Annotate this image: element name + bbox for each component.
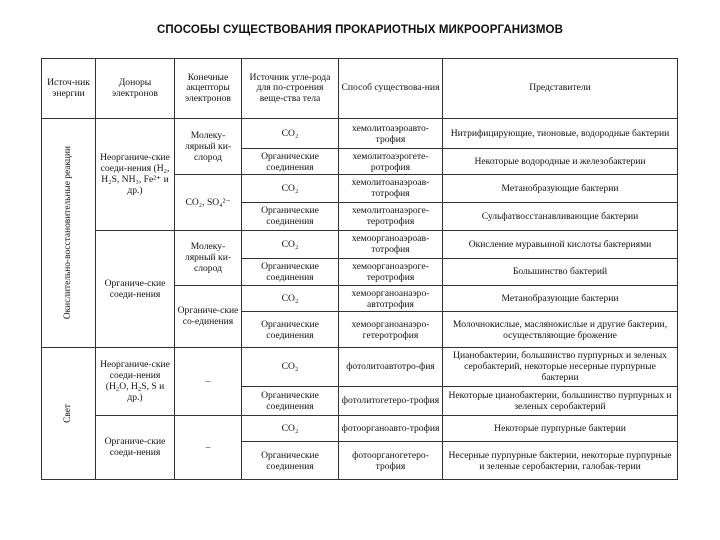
table-row: [42, 230, 678, 258]
mode-cell: фотоорганоавто-трофия: [339, 415, 443, 442]
reps-cell: Метанобразующие бактерии: [443, 174, 678, 202]
mode-cell: хемолитоаэроавто-трофия: [339, 119, 443, 149]
acceptor-none: –: [175, 415, 242, 480]
reps-cell: Некоторые цианобактерии, большинство пурпурных и зеленых серобактерий: [443, 386, 678, 415]
reps-cell: Молочнокислые, маслянокислые и другие бактерии, осуществляющие брожение: [443, 312, 678, 347]
mode-cell: хемоорганоанаэро-автотрофия: [339, 285, 443, 312]
header-carbon-source: Источник угле-рода для по-строения веще-ства тела: [242, 59, 339, 119]
donor-organic-redox: Органиче-ские соеди-нения: [96, 230, 175, 347]
energy-redox-cell: [42, 119, 96, 348]
mode-cell: хемоорганоаэроге-теротрофия: [339, 258, 443, 285]
donor-inorganic-light: Неорганиче-ские соеди-нения (H₂O, H₂S, S и др.): [96, 347, 175, 415]
energy-light-cell: [42, 347, 96, 479]
carbon-cell: Органические соединения: [242, 149, 339, 175]
acceptor-co2-so4: CO₂, SO₄²⁻: [175, 174, 242, 230]
acceptor-oxygen: Молеку-лярный ки-слород: [175, 119, 242, 175]
mode-cell: хемоорганоаэроав-тотрофия: [339, 230, 443, 258]
table-header-row: [42, 59, 678, 119]
acceptor-none: –: [175, 347, 242, 415]
reps-cell: Несерные пурпурные бактерии, некоторые пурпурные и зеленые серобактерии, галобак-терии: [443, 442, 678, 480]
reps-cell: Нитрифицирующие, тионовые, водородные бактерии: [443, 119, 678, 149]
energy-redox-label: Окислительно-восстановительные реакции: [63, 146, 73, 320]
table-row: [42, 119, 678, 149]
donor-inorganic-redox: Неорганиче-ские соеди-нения (H₂, H₂S, NH₃, Fe²⁺ и др.): [96, 119, 175, 231]
mode-cell: фотоорганогетеро-трофия: [339, 442, 443, 480]
carbon-cell: CO₂: [242, 415, 339, 442]
prokaryote-table: [41, 58, 678, 480]
mode-cell: хемоорганоанаэро-гетеротрофия: [339, 312, 443, 347]
carbon-cell: CO₂: [242, 119, 339, 149]
reps-cell: Некоторые водородные и железобактерии: [443, 149, 678, 175]
carbon-cell: Органические соединения: [242, 442, 339, 480]
acceptor-oxygen: Молеку-лярный ки-слород: [175, 230, 242, 285]
acceptor-organic: Органиче-ские со-единения: [175, 285, 242, 347]
reps-cell: Большинство бактерий: [443, 258, 678, 285]
carbon-cell: CO₂: [242, 230, 339, 258]
carbon-cell: CO₂: [242, 285, 339, 312]
carbon-cell: Органические соединения: [242, 258, 339, 285]
header-electron-donors: Доноры электронов: [96, 59, 175, 119]
header-mode: Способ существова-ния: [339, 59, 443, 119]
header-electron-acceptors: Конечные акцепторы электронов: [175, 59, 242, 119]
reps-cell: Окисление муравьиной кислоты бактериями: [443, 230, 678, 258]
table-row: [42, 347, 678, 386]
carbon-cell: CO₂: [242, 174, 339, 202]
carbon-cell: Органические соединения: [242, 386, 339, 415]
reps-cell: Сульфатвосстанавливающие бактерии: [443, 202, 678, 230]
reps-cell: Некоторые пурпурные бактерии: [443, 415, 678, 442]
carbon-cell: CO₂: [242, 347, 339, 386]
mode-cell: фотолитогетеро-трофия: [339, 386, 443, 415]
carbon-cell: Органические соединения: [242, 312, 339, 347]
mode-cell: хемолитоанаэроав-тотрофия: [339, 174, 443, 202]
page-title: СПОСОБЫ СУЩЕСТВОВАНИЯ ПРОКАРИОТНЫХ МИКРООРГАНИЗМОВ: [156, 24, 563, 36]
reps-cell: Метанобразующие бактерии: [443, 285, 678, 312]
mode-cell: хемолитоанаэрогe-теротрофия: [339, 202, 443, 230]
mode-cell: хемолитоаэрогете-ротрофия: [339, 149, 443, 175]
table-row: [42, 415, 678, 442]
donor-organic-light: Органиче-ские соеди-нения: [96, 415, 175, 480]
reps-cell: Цианобактерии, большинство пурпурных и зеленых серобактерий, некоторые несерные пурпурные бактерии: [443, 347, 678, 386]
header-representatives: Представители: [443, 59, 678, 119]
energy-light-label: Свет: [63, 403, 73, 423]
mode-cell: фотолитоавтотро-фия: [339, 347, 443, 386]
header-energy-source: Источ-ник энергии: [42, 59, 96, 119]
carbon-cell: Органические соединения: [242, 202, 339, 230]
